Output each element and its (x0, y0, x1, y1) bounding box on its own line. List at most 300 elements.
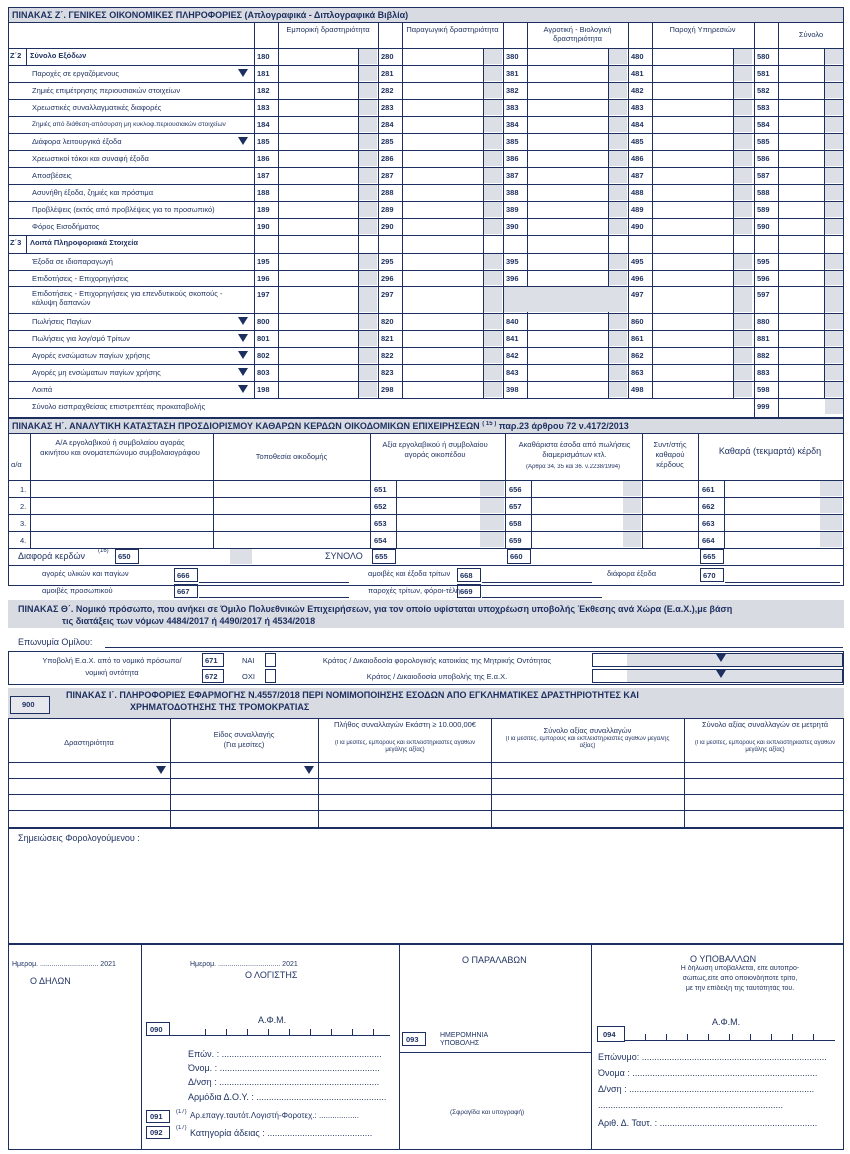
field-code: 861 (631, 334, 644, 343)
notes-label: Σημειώσεις Φορολογούμενου : (18, 833, 140, 843)
footnote-16: (16) (98, 548, 109, 554)
amount-input[interactable] (779, 202, 823, 217)
chevron-down-icon[interactable] (304, 766, 314, 774)
amount-input[interactable] (403, 151, 482, 166)
amount-input[interactable] (528, 202, 607, 217)
amount-input[interactable] (403, 100, 482, 115)
field-code: 821 (381, 334, 394, 343)
amount-input[interactable] (653, 219, 732, 234)
field-code: 283 (381, 103, 394, 112)
field-code: 651 (374, 485, 387, 494)
amount-input[interactable] (528, 100, 607, 115)
amount-input[interactable] (779, 219, 823, 234)
section-z2: Ζ΄2 (10, 51, 22, 60)
field-code: 197 (257, 290, 270, 299)
receiver-title: Ο ΠΑΡΑΛΑΒΩΝ (462, 955, 527, 965)
field-code: 187 (257, 171, 270, 180)
profit-diff-label: Διαφορά κερδών (18, 551, 86, 561)
section-z2-label: Σύνολο Εξόδων (30, 51, 87, 60)
amount-input[interactable] (528, 66, 607, 81)
field-code: 181 (257, 69, 270, 78)
field-code: 801 (257, 334, 270, 343)
field-code: 388 (506, 188, 519, 197)
amount-input[interactable] (403, 117, 482, 132)
amount-input[interactable] (528, 49, 607, 64)
submitter-address[interactable]: Δ/νση : .......................................................................... (598, 1084, 815, 1094)
col-total-value-note: (Για μεσίτες, εμπόρους και εκπλειστηριαστές αγαθών μεγάλης αξίας) (505, 736, 670, 749)
field-code: 880 (757, 317, 770, 326)
amount-input[interactable] (403, 66, 482, 81)
row-label: Αγορές ενσώματων παγίων χρήσης (32, 351, 151, 360)
amount-input[interactable] (528, 382, 607, 397)
section-z3-label: Λοιπά Πληροφοριακά Στοιχεία (30, 238, 138, 247)
field-code: 652 (374, 502, 387, 511)
col-gross-revenue: Ακαθάριστα έσοδα από πωλήσεις διαμερισμάτων κτλ. (518, 440, 631, 459)
amount-input[interactable] (403, 49, 482, 64)
field-code: 656 (509, 485, 522, 494)
field-code: 284 (381, 120, 394, 129)
field-code: 482 (631, 86, 644, 95)
row-label: Χρεωστικοί τόκοι και συναφή έξοδα (32, 154, 149, 163)
row-label: Χρεωστικές συναλλαγματικές διαφορές (32, 103, 162, 112)
footnote-17: (17) (176, 1109, 187, 1115)
field-code: 480 (631, 52, 644, 61)
field-code: 285 (381, 137, 394, 146)
field-code: 298 (381, 385, 394, 394)
amount-input[interactable] (653, 100, 732, 115)
col-contract: Α/Α εργολαβικού ή συμβολαίου αγοράς ακινήτου και ονοματεπώνυμο συμβολαιογράφου (40, 438, 200, 457)
field-code: 584 (757, 120, 770, 129)
amount-input[interactable] (779, 134, 823, 149)
field-code: 182 (257, 86, 270, 95)
field-code: 581 (757, 69, 770, 78)
amount-input[interactable] (528, 348, 607, 363)
accountant-surname[interactable]: Επών. : ................................................................ (188, 1049, 382, 1059)
amount-input[interactable] (779, 399, 823, 414)
field-code: 881 (757, 334, 770, 343)
col-aa: α/α (11, 460, 22, 469)
chevron-down-icon[interactable] (238, 317, 248, 325)
chevron-down-icon[interactable] (716, 654, 726, 662)
field-code: 286 (381, 154, 394, 163)
col-total-value: Σύνολο αξίας συναλλαγών (543, 726, 632, 735)
amount-input[interactable] (528, 219, 607, 234)
accountant-date: Ημερομ. ................................ 2021 (190, 961, 298, 968)
amount-input[interactable] (779, 100, 823, 115)
code-093: 093 (406, 1035, 419, 1044)
submitter-surname[interactable]: Επώνυμο: .......................................................................... (598, 1052, 827, 1062)
amount-input[interactable] (403, 168, 482, 183)
amount-input[interactable] (403, 202, 482, 217)
amount-input[interactable] (528, 365, 607, 380)
field-code: 198 (257, 385, 270, 394)
submitter-address-cont[interactable]: .......................................................................... (598, 1100, 784, 1110)
amount-input[interactable] (653, 382, 732, 397)
amount-input[interactable] (653, 348, 732, 363)
code-665: 665 (703, 552, 716, 561)
amount-input[interactable] (653, 365, 732, 380)
row-label: Λοιπά (32, 385, 53, 394)
amount-input[interactable] (279, 202, 357, 217)
amount-input[interactable] (653, 117, 732, 132)
amount-input[interactable] (403, 185, 482, 200)
field-code: 862 (631, 351, 644, 360)
amount-input[interactable] (403, 365, 482, 380)
code-670: 670 (703, 571, 716, 580)
amount-input[interactable] (779, 382, 823, 397)
materials-label: αγορές υλικών και παγίων (42, 569, 129, 578)
amount-input[interactable] (403, 271, 482, 285)
field-code: 280 (381, 52, 394, 61)
col-gross-revenue-note: (Άρθρα 34, 35 και 36. ν.2238/1994) (525, 464, 621, 470)
col-transaction-type: Είδος συναλλαγής (213, 730, 275, 739)
amount-input[interactable] (279, 168, 357, 183)
row-label: Προβλέψεις (εκτός από προβλέψεις για το προσωπικό) (32, 205, 215, 214)
amount-input[interactable] (403, 219, 482, 234)
field-code: 481 (631, 69, 644, 78)
submitter-text3: με την επίδειξη της ταυτότητάς του. (685, 985, 795, 992)
group-name-label: Επωνυμία Ομίλου: (18, 637, 93, 647)
amount-input[interactable] (528, 314, 607, 329)
field-code: 823 (381, 368, 394, 377)
amount-input[interactable] (779, 66, 823, 81)
field-code: 295 (381, 257, 394, 266)
amount-input[interactable] (779, 254, 823, 269)
col-location: Τοποθεσία οικοδομής (255, 452, 328, 461)
code-900: 900 (22, 700, 35, 709)
amount-input[interactable] (403, 83, 482, 98)
submitter-id-number[interactable]: Αριθ. Δ. Ταυτ. : ............................................................... (598, 1118, 818, 1128)
amount-input[interactable] (279, 117, 357, 132)
field-code: 281 (381, 69, 394, 78)
field-code: 803 (257, 368, 270, 377)
amount-input[interactable] (779, 348, 823, 363)
field-code: 489 (631, 205, 644, 214)
field-code: 999 (757, 402, 770, 411)
declarant-title: Ο ΔΗΛΩΝ (30, 976, 71, 986)
col-land-value: Αξία εργολαβικού ή συμβολαίου αγοράς οικοπέδου (382, 440, 488, 459)
amount-input[interactable] (279, 83, 357, 98)
code-669: 669 (460, 587, 473, 596)
col-count: Πλήθος συναλλαγών Εκάστη ≥ 10.000,00€ (334, 720, 476, 729)
col-activity: Δραστηριότητα (64, 738, 114, 747)
accountant-afm-label: Α.Φ.Μ. (258, 1015, 287, 1025)
table-z-title: ΠΙΝΑΚΑΣ Ζ΄. ΓΕΝΙΚΕΣ ΟΙΚΟΝΟΜΙΚΕΣ ΠΛΗΡΟΦΟΡΙΕΣ (Απλογραφικά - Διπλογραφικά Βιβλία) (12, 10, 409, 20)
amount-input[interactable] (779, 287, 823, 312)
field-code: 587 (757, 171, 770, 180)
col-header-4: Παροχή Υπηρεσιών (669, 25, 736, 34)
amount-input[interactable] (403, 331, 482, 346)
field-code: 802 (257, 351, 270, 360)
amount-input[interactable] (779, 185, 823, 200)
amount-input[interactable] (779, 365, 823, 380)
chevron-down-icon[interactable] (238, 334, 248, 342)
amount-input[interactable] (528, 185, 607, 200)
row-label: Επιδοτήσεις - Επιχορηγήσεις για επενδυτικούς σκοπούς - κάλυψη δαπανών (32, 289, 223, 307)
field-code: 820 (381, 317, 394, 326)
cbcr-submit-label2: νομική οντότητα (85, 668, 139, 677)
field-code: 289 (381, 205, 394, 214)
amount-input[interactable] (653, 185, 732, 200)
notes-box[interactable] (8, 828, 844, 944)
field-code: 588 (757, 188, 770, 197)
amount-input[interactable] (779, 151, 823, 166)
row-number: 1. (20, 485, 27, 494)
field-code: 486 (631, 154, 644, 163)
section-z3: Ζ΄3 (10, 238, 22, 247)
accountant-doy[interactable]: Αρμόδια Δ.Ο.Υ. : .................................................... (188, 1092, 387, 1102)
parent-state-label: Κράτος / Δικαιοδοσία φορολογικής κατοικίας της Μητρικής Οντότητας (322, 656, 552, 665)
declarant-date: Ημερομ. .............................. 2021 (12, 961, 116, 968)
amount-input[interactable] (779, 49, 823, 64)
table-i-title2: ΧΡΗΜΑΤΟΔΟΤΗΣΗΣ ΤΗΣ ΤΡΟΜΟΚΡΑΤΙΑΣ (130, 702, 310, 712)
amount-input[interactable] (279, 365, 357, 380)
submitter-text1: Η δήλωση υποβάλλεται, είτε αυτοπρο- (680, 965, 800, 972)
amount-input[interactable] (403, 287, 482, 312)
col-count-note: (Για μεσίτες, εμπόρους και εκπλειστηριαστές αγαθών μεγάλης αξίας) (334, 740, 476, 753)
chevron-down-icon[interactable] (156, 766, 166, 774)
amount-input[interactable] (279, 185, 357, 200)
field-code: 589 (757, 205, 770, 214)
field-code: 800 (257, 317, 270, 326)
field-code: 483 (631, 103, 644, 112)
col-cash-value-note: (Για μεσίτες, εμπόρους και εκπλειστηριαστές αγαθών μεγάλης αξίας) (694, 740, 836, 753)
field-code: 490 (631, 222, 644, 231)
amount-input[interactable] (403, 254, 482, 269)
amount-input[interactable] (528, 83, 607, 98)
amount-input[interactable] (779, 117, 823, 132)
field-code: 496 (631, 274, 644, 283)
chevron-down-icon[interactable] (238, 385, 248, 393)
amount-input[interactable] (528, 134, 607, 149)
code-666: 666 (177, 571, 190, 580)
amount-input[interactable] (403, 348, 482, 363)
amount-input[interactable] (653, 271, 732, 285)
amount-input[interactable] (653, 314, 732, 329)
no-label: ΟΧΙ (242, 672, 255, 681)
field-code: 290 (381, 222, 394, 231)
accountant-license-category[interactable]: Κατηγορία άδειας : .......................................... (190, 1128, 373, 1138)
staff-fees-label: αμοιβές προσωπικού (42, 586, 113, 595)
chevron-down-icon[interactable] (716, 670, 726, 678)
table-i (8, 718, 844, 828)
amount-input[interactable] (279, 151, 357, 166)
field-code: 498 (631, 385, 644, 394)
submitter-name[interactable]: Όνομα : .......................................................................... (598, 1068, 818, 1078)
code-094: 094 (603, 1030, 616, 1039)
field-code: 381 (506, 69, 519, 78)
amount-input[interactable] (779, 168, 823, 183)
amount-input[interactable] (528, 168, 607, 183)
field-code: 582 (757, 86, 770, 95)
row-number: 4. (20, 536, 27, 545)
amount-input[interactable] (528, 117, 607, 132)
cbcr-submit-label: Υποβολή Ε.α.Χ. από το νομικό πρόσωπο/ (42, 656, 182, 665)
field-code: 390 (506, 222, 519, 231)
col-header-1: Εμπορική δραστηριότητα (286, 25, 370, 34)
field-code: 189 (257, 205, 270, 214)
amount-input[interactable] (279, 271, 357, 285)
submit-date-label: ΗΜΕΡΟΜΗΝΙΑ ΥΠΟΒΟΛΗΣ (440, 1032, 488, 1047)
field-code: 484 (631, 120, 644, 129)
third-party-services-label: παροχές τρίτων, φόροι-τέλη (368, 586, 461, 595)
field-code: 586 (757, 154, 770, 163)
chevron-down-icon[interactable] (238, 69, 248, 77)
amount-input[interactable] (653, 202, 732, 217)
row-number: 3. (20, 519, 27, 528)
row-label: Αποσβέσεις (32, 171, 72, 180)
field-code: 596 (757, 274, 770, 283)
row-label: Πωλήσεις για λογ/σμό Τρίτων (32, 334, 130, 343)
table-h-title: ΠΙΝΑΚΑΣ Η΄. ΑΝΑΛΥΤΙΚΗ ΚΑΤΑΣΤΑΣΗ ΠΡΟΣΔΙΟΡΙΣΜΟΥ ΚΑΘΑΡΩΝ ΚΕΡΔΩΝ ΟΙΚΟΔΟΜΙΚΩΝ ΕΠΙΧΕΙΡΗΣΕΩΝ $^{( 15 )}$ παρ.23 άρθρου 72 ν.4172/2013 (12, 421, 629, 431)
field-code: 288 (381, 188, 394, 197)
amount-input[interactable] (653, 331, 732, 346)
col-coefficient: Συντ/στής καθαρού κέρδους (653, 440, 687, 469)
amount-input[interactable] (653, 254, 732, 269)
field-code: 380 (506, 52, 519, 61)
amount-input[interactable] (653, 66, 732, 81)
field-code: 287 (381, 171, 394, 180)
field-code: 497 (631, 290, 644, 299)
amount-input[interactable] (779, 331, 823, 346)
amount-input[interactable] (279, 382, 357, 397)
field-code: 663 (702, 519, 715, 528)
field-code: 580 (757, 52, 770, 61)
code-090: 090 (150, 1025, 163, 1034)
field-code: 841 (506, 334, 519, 343)
code-091: 091 (150, 1112, 163, 1121)
amount-input[interactable] (528, 254, 607, 269)
amount-input[interactable] (653, 134, 732, 149)
field-code: 389 (506, 205, 519, 214)
field-code: 863 (631, 368, 644, 377)
yes-label: ΝΑΙ (242, 656, 255, 665)
field-code: 495 (631, 257, 644, 266)
amount-input[interactable] (779, 83, 823, 98)
field-code: 190 (257, 222, 270, 231)
accountant-license[interactable]: Αρ.επαγγ.ταυτότ.Λογιστή-Φοροτεχ.: .................. (190, 1111, 359, 1120)
field-code: 653 (374, 519, 387, 528)
field-code: 186 (257, 154, 270, 163)
row-label: Παροχές σε εργαζόμενους (32, 69, 119, 78)
amount-input[interactable] (279, 49, 357, 64)
accountant-afm-field[interactable] (170, 1035, 390, 1036)
amount-input[interactable] (403, 382, 482, 397)
amount-input[interactable] (653, 287, 732, 312)
amount-input[interactable] (279, 314, 357, 329)
amount-input[interactable] (279, 66, 357, 81)
row-label: Αγορές μη ενσώματων παγίων χρήσης (32, 368, 161, 377)
amount-input[interactable] (528, 151, 607, 166)
field-code: 661 (702, 485, 715, 494)
field-code: 822 (381, 351, 394, 360)
field-code: 842 (506, 351, 519, 360)
row-label: Φόρος Εισοδήματος (32, 222, 100, 231)
amount-input[interactable] (653, 49, 732, 64)
amount-input[interactable] (279, 287, 357, 312)
amount-input[interactable] (279, 134, 357, 149)
field-code: 386 (506, 154, 519, 163)
amount-input[interactable] (779, 314, 823, 329)
field-code: 583 (757, 103, 770, 112)
code-672: 672 (205, 672, 218, 681)
amount-input[interactable] (653, 83, 732, 98)
amount-input[interactable] (279, 348, 357, 363)
code-667: 667 (177, 587, 190, 596)
field-code: 662 (702, 502, 715, 511)
field-code: 595 (757, 257, 770, 266)
amount-input[interactable] (279, 254, 357, 269)
chevron-down-icon[interactable] (238, 368, 248, 376)
code-671: 671 (205, 656, 218, 665)
field-code: 882 (757, 351, 770, 360)
amount-input[interactable] (779, 271, 823, 285)
field-code: 396 (506, 274, 519, 283)
col-cash-value: Σύνολο αξίας συναλλαγών σε μετρητά (701, 720, 829, 729)
submitter-title: Ο ΥΠΟΒΑΛΛΩΝ (690, 954, 757, 964)
table-i-title: ΠΙΝΑΚΑΣ Ι΄. ΠΛΗΡΟΦΟΡΙΕΣ ΕΦΑΡΜΟΓΗΣ Ν.4557/2018 ΠΕΡΙ ΝΟΜΙΜΟΠΟΙΗΣΗΣ ΕΣΟΔΩΝ ΑΠΟ ΕΓΚΛΗΜΑΤΙΚΕΣ ΔΡΑΣΤΗΡΙΟΤΗΤΕΣ ΚΑΙ (66, 690, 639, 700)
col-header-3: Αγροτική - Βιολογική δραστηριότητα (543, 25, 612, 43)
amount-input[interactable] (279, 331, 357, 346)
amount-input[interactable] (528, 331, 607, 346)
chevron-down-icon[interactable] (238, 137, 248, 145)
amount-input[interactable] (403, 134, 482, 149)
field-code: 195 (257, 257, 270, 266)
footnote-17: (17) (176, 1125, 187, 1131)
field-code: 296 (381, 274, 394, 283)
code-668: 668 (460, 571, 473, 580)
chevron-down-icon[interactable] (238, 351, 248, 359)
field-code: 488 (631, 188, 644, 197)
amount-input[interactable] (403, 314, 482, 329)
amount-input[interactable] (653, 168, 732, 183)
amount-input[interactable] (279, 219, 357, 234)
submitter-text2: σώπως,είτε από οποιονδήποτε τρίτο, (682, 975, 798, 982)
col-header-2: Παραγωγική δραστηριότητα (406, 25, 499, 34)
field-code: 184 (257, 120, 270, 129)
col-net-profit: Καθαρά (τεκμαρτά) κέρδη (718, 446, 822, 456)
row-label: Ζημιές επιμέτρησης περιουσιακών στοιχείων (32, 86, 181, 95)
row-label: Ζημιές από διάθεση-απόσυρση μη κυκλοφ.περιουσιακών στοιχείων (32, 121, 226, 128)
yes-checkbox[interactable] (265, 653, 276, 667)
amount-input[interactable] (653, 151, 732, 166)
field-code: 282 (381, 86, 394, 95)
submitter-afm-label: Α.Φ.Μ. (712, 1017, 741, 1027)
field-code: 658 (509, 519, 522, 528)
field-code: 297 (381, 290, 394, 299)
field-code: 384 (506, 120, 519, 129)
row-label: Έξοδα σε ιδιοπαραγωγή (32, 257, 113, 266)
field-code: 590 (757, 222, 770, 231)
field-code: 180 (257, 52, 270, 61)
field-code: 598 (757, 385, 770, 394)
field-code: 485 (631, 137, 644, 146)
no-checkbox[interactable] (265, 669, 276, 683)
code-650: 650 (118, 552, 131, 561)
submitter-afm-field[interactable] (625, 1040, 835, 1041)
accountant-name[interactable]: Όνομ. : ................................................................ (188, 1063, 380, 1073)
field-code: 585 (757, 137, 770, 146)
field-code: 385 (506, 137, 519, 146)
col-header-5: Σύνολο (798, 30, 824, 39)
field-code: 196 (257, 274, 270, 283)
field-code: 183 (257, 103, 270, 112)
amount-input[interactable] (279, 100, 357, 115)
table-t-title2: τις διατάξεις των νόμων 4484/2017 ή 4490/2017 ή 4534/2018 (62, 616, 316, 626)
row-label: Σύνολο εισπραχθείσας επιστρεπτέας προκαταβολής (32, 402, 206, 411)
amount-input[interactable] (528, 271, 607, 285)
accountant-address[interactable]: Δ/νση : ................................................................ (188, 1077, 380, 1087)
